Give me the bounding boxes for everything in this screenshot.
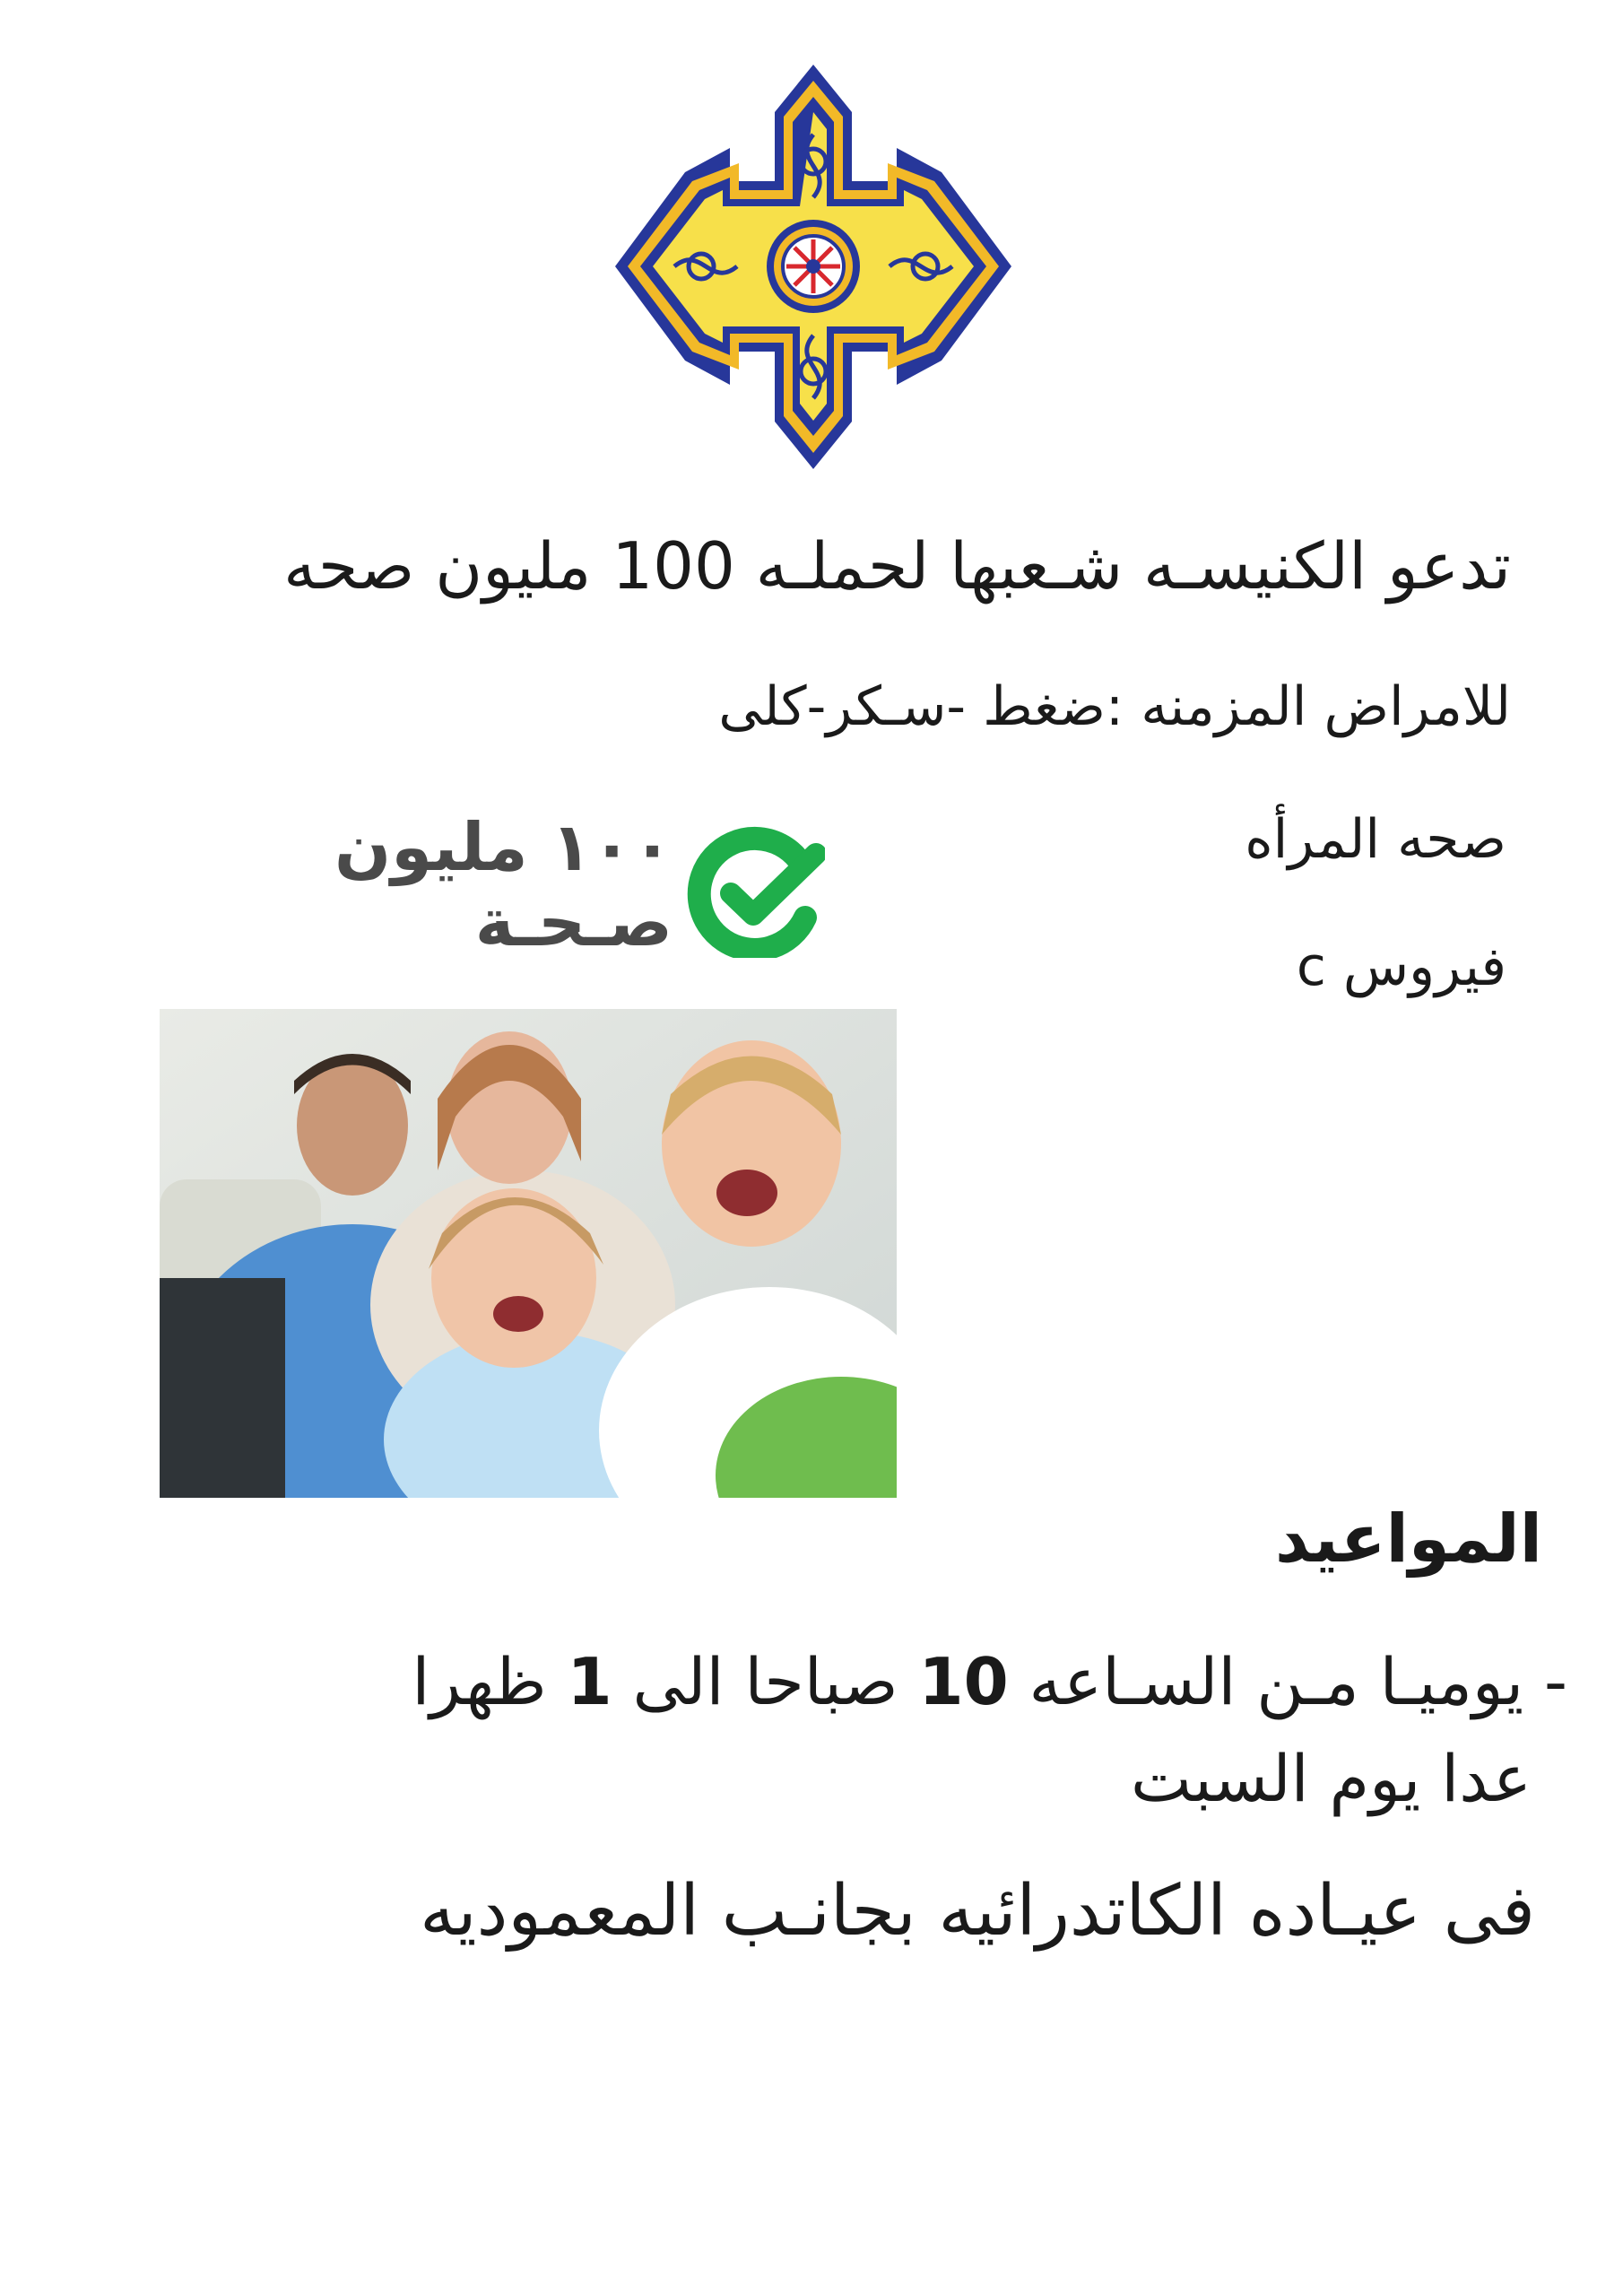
appointments-title: المواعيد bbox=[1274, 1500, 1542, 1578]
logo-text-line2: صـحـة bbox=[474, 884, 673, 961]
family-photo-image bbox=[160, 1009, 897, 1498]
check-circle-icon bbox=[681, 823, 825, 958]
hours-prefix: - يوميـا مـن السـاعه bbox=[1008, 1644, 1567, 1719]
hours-suffix: ظهرا bbox=[412, 1644, 568, 1719]
appointments-hours bbox=[412, 1643, 1567, 1720]
cross-icon bbox=[612, 63, 1015, 471]
hundred-million-health-logo bbox=[269, 807, 825, 978]
women-health-line: صحه المرأه bbox=[1245, 808, 1506, 871]
coptic-cross-logo bbox=[612, 63, 1015, 471]
hours-end: 1 bbox=[567, 1644, 612, 1719]
chronic-diseases-line: للامراض المزمنه :ضغط -سـكر-كلى bbox=[718, 675, 1511, 738]
hours-mid: صباحا الى bbox=[612, 1644, 919, 1719]
appointments-exception: عدا يوم السبت bbox=[1131, 1741, 1532, 1816]
virus-c-line: فيروس c bbox=[1296, 935, 1506, 998]
family-photo bbox=[160, 1009, 897, 1498]
hours-start: 10 bbox=[918, 1644, 1009, 1719]
logo-text-line1: ١٠٠ مليون bbox=[334, 809, 673, 886]
campaign-headline: تدعو الكنيسـه شـعبها لحملـه 100 مليون صحه bbox=[283, 528, 1511, 604]
appointments-location: فى عيـاده الكاتدرائيه بجانـب المعموديه bbox=[420, 1871, 1535, 1952]
